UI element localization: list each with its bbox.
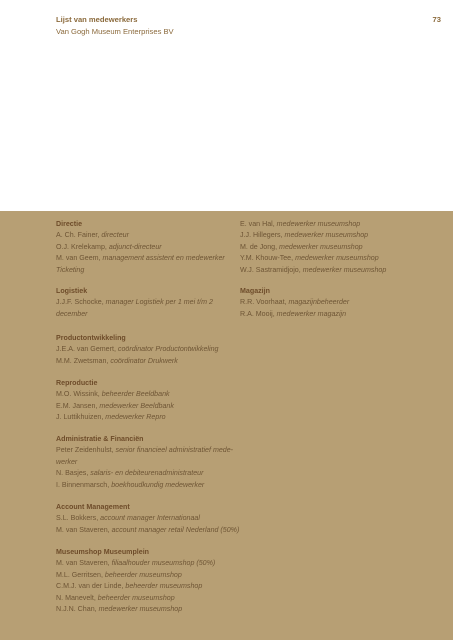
staff-line: J.J. Hillegers, medewerker museumshop [240, 231, 369, 240]
staff-line: M. van Staveren, filiaalhouder museumshop (50%) [56, 559, 216, 568]
section-account-management [56, 502, 239, 536]
section-logistiek [56, 286, 213, 320]
staff-line: W.J. Sastramidjojo, medewerker museumshop [240, 265, 387, 274]
staff-line: N. Manevelt, beheerder museumshop [56, 593, 175, 602]
staff-line: J.E.A. van Gemert, coördinator Productontwikkeling [56, 345, 219, 354]
staff-line: M.M. Zwetsman, coördinator Drukwerk [56, 356, 178, 365]
section-heading: Reproductie [56, 379, 98, 387]
staff-line: R.A. Mooij, medewerker magazijn [240, 309, 347, 318]
staff-line: M. de Jong, medewerker museumshop [240, 242, 363, 251]
section-heading: Administratie & Financiën [56, 435, 144, 443]
staff-line: E. van Hal, medewerker museumshop [240, 220, 361, 228]
section-directie [56, 219, 225, 276]
staff-line: R.R. Voorhaat, magazijnbeheerder [240, 298, 350, 307]
staff-line: M.O. Wissink, beheerder Beeldbank [56, 390, 170, 399]
staff-line: N. Basjes, salaris- en debiteurenadministrateur [56, 469, 204, 478]
section-museumshop-continued [240, 219, 386, 276]
section-heading: Logistiek [56, 287, 88, 295]
staff-line: J. Luttikhuizen, medewerker Repro [56, 413, 166, 422]
staff-line: M.L. Gerritsen, beheerder museumshop [56, 570, 182, 579]
staff-line: N.J.N. Chan, medewerker museumshop [56, 605, 183, 614]
staff-line: M. van Staveren, account manager retail Nederland (50%) [56, 525, 240, 534]
staff-line: S.L. Bokkers, account manager Internationaal [56, 514, 200, 523]
staff-line: M. van Geem, management assistent en medewerker [56, 254, 225, 263]
section-administratie-financien [56, 434, 233, 491]
page-header-area [0, 0, 453, 211]
section-museumshop-museumplein [56, 547, 215, 615]
section-heading: Magazijn [240, 287, 270, 295]
section-heading: Productontwikkeling [56, 334, 126, 342]
staff-line: I. Binnenmarsch, boekhoudkundig medewerker [56, 480, 205, 489]
section-heading: Museumshop Museumplein [56, 548, 150, 556]
staff-line: Y.M. Khouw-Tee, medewerker museumshop [240, 254, 379, 263]
staff-line: werker [56, 457, 78, 466]
staff-line: Peter Zeidenhulst, senior financieel administratief mede- [56, 446, 234, 455]
section-reproductie [56, 378, 174, 424]
section-productontwikkeling [56, 333, 218, 367]
page-title: Lijst van medewerkers [56, 15, 138, 24]
staff-line: Ticketing [56, 265, 85, 274]
section-heading: Account Management [56, 503, 130, 511]
staff-line: A. Ch. Fainer, directeur [56, 231, 129, 240]
section-heading: Directie [56, 220, 83, 228]
page-subtitle: Van Gogh Museum Enterprises BV [56, 27, 174, 36]
staff-line: J.J.F. Schocke, manager Logistiek per 1 mei t/m 2 [56, 298, 213, 307]
staff-line: december [56, 309, 88, 318]
staff-line: O.J. Krelekamp, adjunct-directeur [56, 242, 162, 251]
staff-line: E.M. Jansen, medewerker Beeldbank [56, 401, 174, 410]
page-number: 73 [432, 15, 441, 24]
staff-line: C.M.J. van der Linde, beheerder museumshop [56, 582, 203, 591]
section-magazijn [240, 286, 349, 320]
